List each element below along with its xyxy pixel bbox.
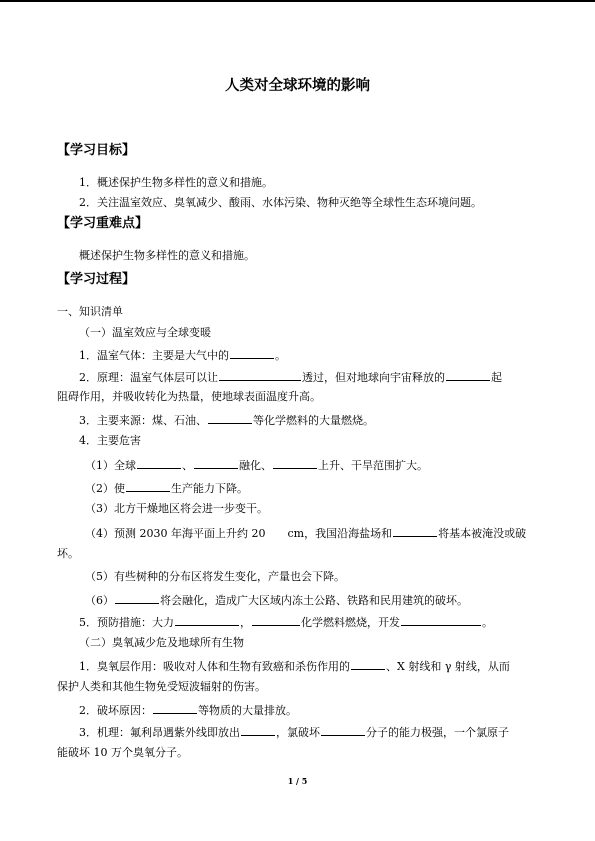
blank[interactable] bbox=[219, 369, 301, 381]
fill-blank-line: （2）使 生产能力下降。 bbox=[85, 482, 248, 495]
page-title: 人类对全球环境的影响 bbox=[225, 77, 370, 94]
key-point-text: 概述保护生物多样性的意义和措施。 bbox=[79, 249, 255, 262]
goal-item: 1．概述保护生物多样性的意义和措施。 bbox=[79, 176, 273, 189]
blank[interactable] bbox=[126, 480, 170, 492]
blank[interactable] bbox=[230, 347, 274, 359]
blank[interactable] bbox=[175, 614, 239, 626]
blank[interactable] bbox=[401, 614, 481, 626]
blank[interactable] bbox=[321, 724, 365, 736]
goal-item: 2．关注温室效应、臭氧减少、酸雨、水体污染、物种灭绝等全球性生态环境问题。 bbox=[79, 196, 482, 209]
text-line: 能破坏 10 万个臭氧分子。 bbox=[57, 746, 188, 759]
fill-blank-line: 1．温室气体：主要是大气中的 。 bbox=[79, 349, 286, 362]
blank[interactable] bbox=[115, 592, 159, 604]
fill-blank-line: 3．机理：氟利昂遇紫外线即放出 ，氯破坏 分子的能力极强，一个氯原子 bbox=[79, 726, 509, 739]
fill-blank-line: 3．主要来源：煤、石油、 等化学燃料的大量燃烧。 bbox=[79, 414, 374, 427]
blank[interactable] bbox=[208, 412, 252, 424]
subsection-heading: （一）温室效应与全球变暖 bbox=[79, 326, 211, 339]
text-line: 4．主要危害 bbox=[79, 434, 141, 447]
text-line: （3）北方干燥地区将会进一步变干。 bbox=[85, 502, 268, 515]
knowledge-list-heading: 一、知识清单 bbox=[57, 305, 123, 318]
section-heading-goals: 【学习目标】 bbox=[57, 143, 136, 158]
subsection-heading: （二）臭氧减少危及地球所有生物 bbox=[79, 636, 244, 649]
fill-blank-line: （1）全球 、 融化、 上升、干旱范围扩大。 bbox=[85, 459, 428, 472]
blank[interactable] bbox=[153, 702, 197, 714]
fill-blank-line: （4）预测 2030 年海平面上升约 20 cm，我国沿海盐场和 将基本被淹没或破 bbox=[85, 527, 527, 540]
blank[interactable] bbox=[351, 658, 385, 670]
section-heading-process: 【学习过程】 bbox=[57, 272, 136, 287]
text-line: 保护人类和其他生物免受短波辐射的伤害。 bbox=[57, 680, 266, 693]
text-line: 阻碍作用，并吸收转化为热量，使地球表面温度升高。 bbox=[57, 390, 321, 403]
section-heading-key-points: 【学习重难点】 bbox=[57, 216, 149, 231]
text-line: 坏。 bbox=[57, 547, 79, 560]
blank[interactable] bbox=[393, 525, 437, 537]
blank[interactable] bbox=[194, 457, 238, 469]
blank[interactable] bbox=[252, 614, 300, 626]
fill-blank-line: 1．臭氧层作用：吸收对人体和生物有致癌和杀伤作用的 、X 射线和 γ 射线，从而 bbox=[79, 660, 510, 673]
fill-blank-line: 5．预防措施：大力 ， 化学燃料燃烧，开发 。 bbox=[79, 616, 493, 629]
blank[interactable] bbox=[446, 369, 490, 381]
fill-blank-line: 2．原理：温室气体层可以让 透过，但对地球向宇宙释放的 起 bbox=[79, 371, 502, 384]
page-top-border bbox=[0, 0, 595, 2]
blank[interactable] bbox=[137, 457, 181, 469]
blank[interactable] bbox=[241, 724, 275, 736]
text-line: （5）有些树种的分布区将发生变化，产量也会下降。 bbox=[85, 570, 345, 583]
fill-blank-line: 2．破坏原因： 等物质的大量排放。 bbox=[79, 704, 297, 717]
fill-blank-line: （6） 将会融化，造成广大区域内冻土公路、铁路和民用建筑的破坏。 bbox=[85, 594, 468, 607]
blank[interactable] bbox=[273, 457, 317, 469]
page-number: 1 / 5 bbox=[287, 776, 308, 786]
